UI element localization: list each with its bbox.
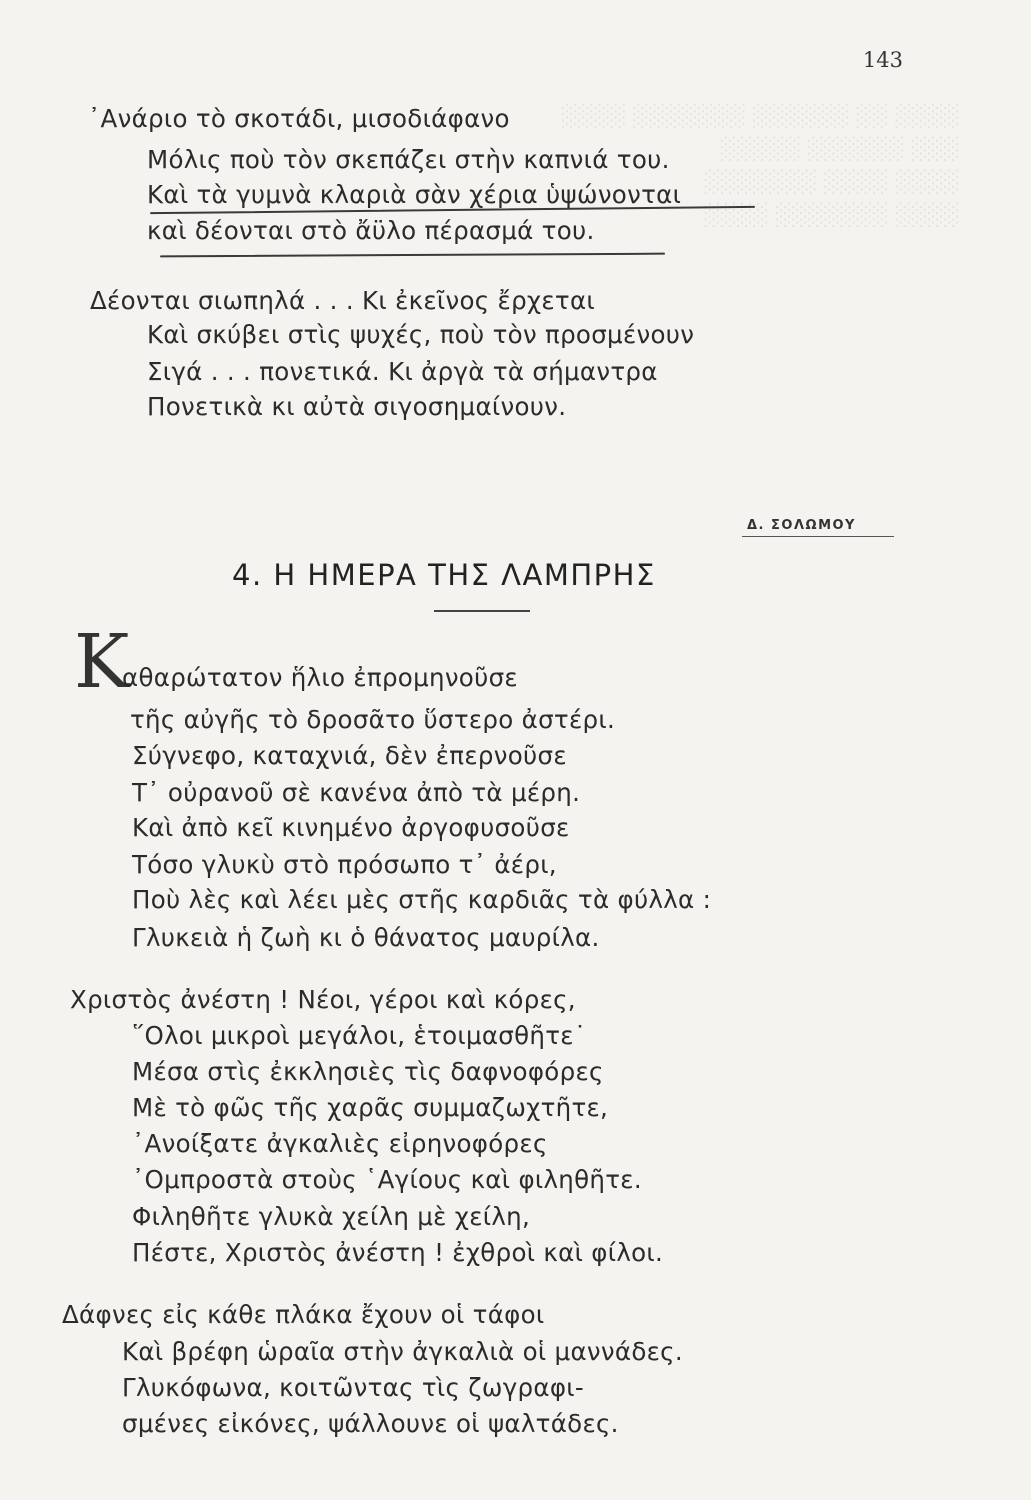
verse-line: Πονετικὰ κι αὐτὰ σιγοσημαίνουν. — [147, 392, 567, 421]
author-rule — [742, 536, 894, 537]
verse-line: ᾽Ανοίξατε ἀγκαλιὲς εἰρηνοφόρες — [132, 1129, 548, 1158]
verse-line: Φιληθῆτε γλυκὰ χείλη μὲ χείλη, — [132, 1202, 531, 1231]
verse-line: Γλυκόφωνα, κοιτῶντας τὶς ζωγραφι- — [122, 1373, 585, 1402]
show-through-text: ░░░░ ░░ ░░░░░░ ░░░░░░░ ░░░░ ░░░ ░░░░░░ ░░░░░ ░░░░ ░░░░ ░░░░░░░ ░░░░ ░░░░░░░ ░░░░ — [560, 104, 959, 227]
verse-line: Τ᾽ οὐρανοῦ σὲ κανένα ἀπὸ τὰ μέρη. — [132, 778, 581, 807]
verse-line: Σύγνεφο, καταχνιά, δὲν ἐπερνοῦσε — [132, 741, 567, 770]
verse-line: Τόσο γλυκὺ στὸ πρόσωπο τ᾽ ἀέρι, — [132, 850, 557, 879]
verse-line: Δάφνες εἰς κάθε πλάκα ἔχουν οἱ τάφοι — [62, 1300, 545, 1329]
verse-line: Μὲ τὸ φῶς τῆς χαρᾶς συμμαζωχτῆτε, — [132, 1093, 609, 1122]
poem-title: 4. Η ΗΜΕΡΑ ΤΗΣ ΛΑΜΠΡΗΣ — [232, 558, 656, 592]
title-rule — [434, 610, 530, 612]
verse-line: σμένες εἰκόνες, ψάλλουνε οἱ ψαλτάδες. — [122, 1409, 619, 1438]
verse-line: ῞Ολοι μικροὶ μεγάλοι, ἑτοιμασθῆτε˙ — [132, 1021, 587, 1050]
verse-line: τῆς αὐγῆς τὸ δροσᾶτο ὕστερο ἀστέρι. — [130, 705, 616, 734]
verse-line: Δέονται σιωπηλά . . . Κι ἐκεῖνος ἔρχεται — [90, 286, 596, 315]
verse-line: Σιγά . . . πονετικά. Κι ἀργὰ τὰ σήμαντρα — [147, 357, 658, 386]
verse-line: ᾽Ανάριο τὸ σκοτάδι, μισοδιάφανο — [88, 104, 510, 133]
verse-line: Ποὺ λὲς καὶ λέει μὲς στῆς καρδιᾶς τὰ φύλλα : — [132, 885, 712, 914]
drop-cap: Κ — [74, 619, 130, 705]
page-number: 143 — [862, 48, 903, 72]
verse-line: Καὶ ἀπὸ κεῖ κινημένο ἀργοφυσοῦσε — [132, 813, 570, 842]
verse-line: Μόλις ποὺ τὸν σκεπάζει στὴν καπνιά του. — [147, 145, 670, 174]
poem-author: Δ. ΣΟΛΩΜΟΥ — [747, 518, 856, 533]
pen-underline — [160, 253, 665, 258]
verse-line: Πέστε, Χριστὸς ἀνέστη ! ἐχθροὶ καὶ φίλοι. — [132, 1238, 664, 1267]
verse-line: αθαρώτατον ἥλιο ἐπρομηνοῦσε — [122, 663, 518, 692]
verse-line: Καὶ βρέφη ὡραῖα στὴν ἀγκαλιὰ οἱ μαννάδες. — [122, 1337, 683, 1366]
verse-line: Μέσα στὶς ἐκκλησιὲς τὶς δαφνοφόρες — [132, 1057, 604, 1086]
verse-line: ᾽Ομπροστὰ στοὺς ῾Αγίους καὶ φιληθῆτε. — [132, 1165, 642, 1194]
verse-line: Καὶ τὰ γυμνὰ κλαριὰ σὰν χέρια ὑψώνονται — [147, 180, 682, 209]
verse-line: Γλυκειὰ ἡ ζωὴ κι ὁ θάνατος μαυρίλα. — [132, 923, 600, 952]
verse-line: Καὶ σκύβει στὶς ψυχές, ποὺ τὸν προσμένουν — [147, 320, 695, 349]
verse-line: Χριστὸς ἀνέστη ! Νέοι, γέροι καὶ κόρες, — [70, 985, 576, 1014]
verse-line: καὶ δέονται στὸ ἄϋλο πέρασμά του. — [147, 216, 595, 245]
